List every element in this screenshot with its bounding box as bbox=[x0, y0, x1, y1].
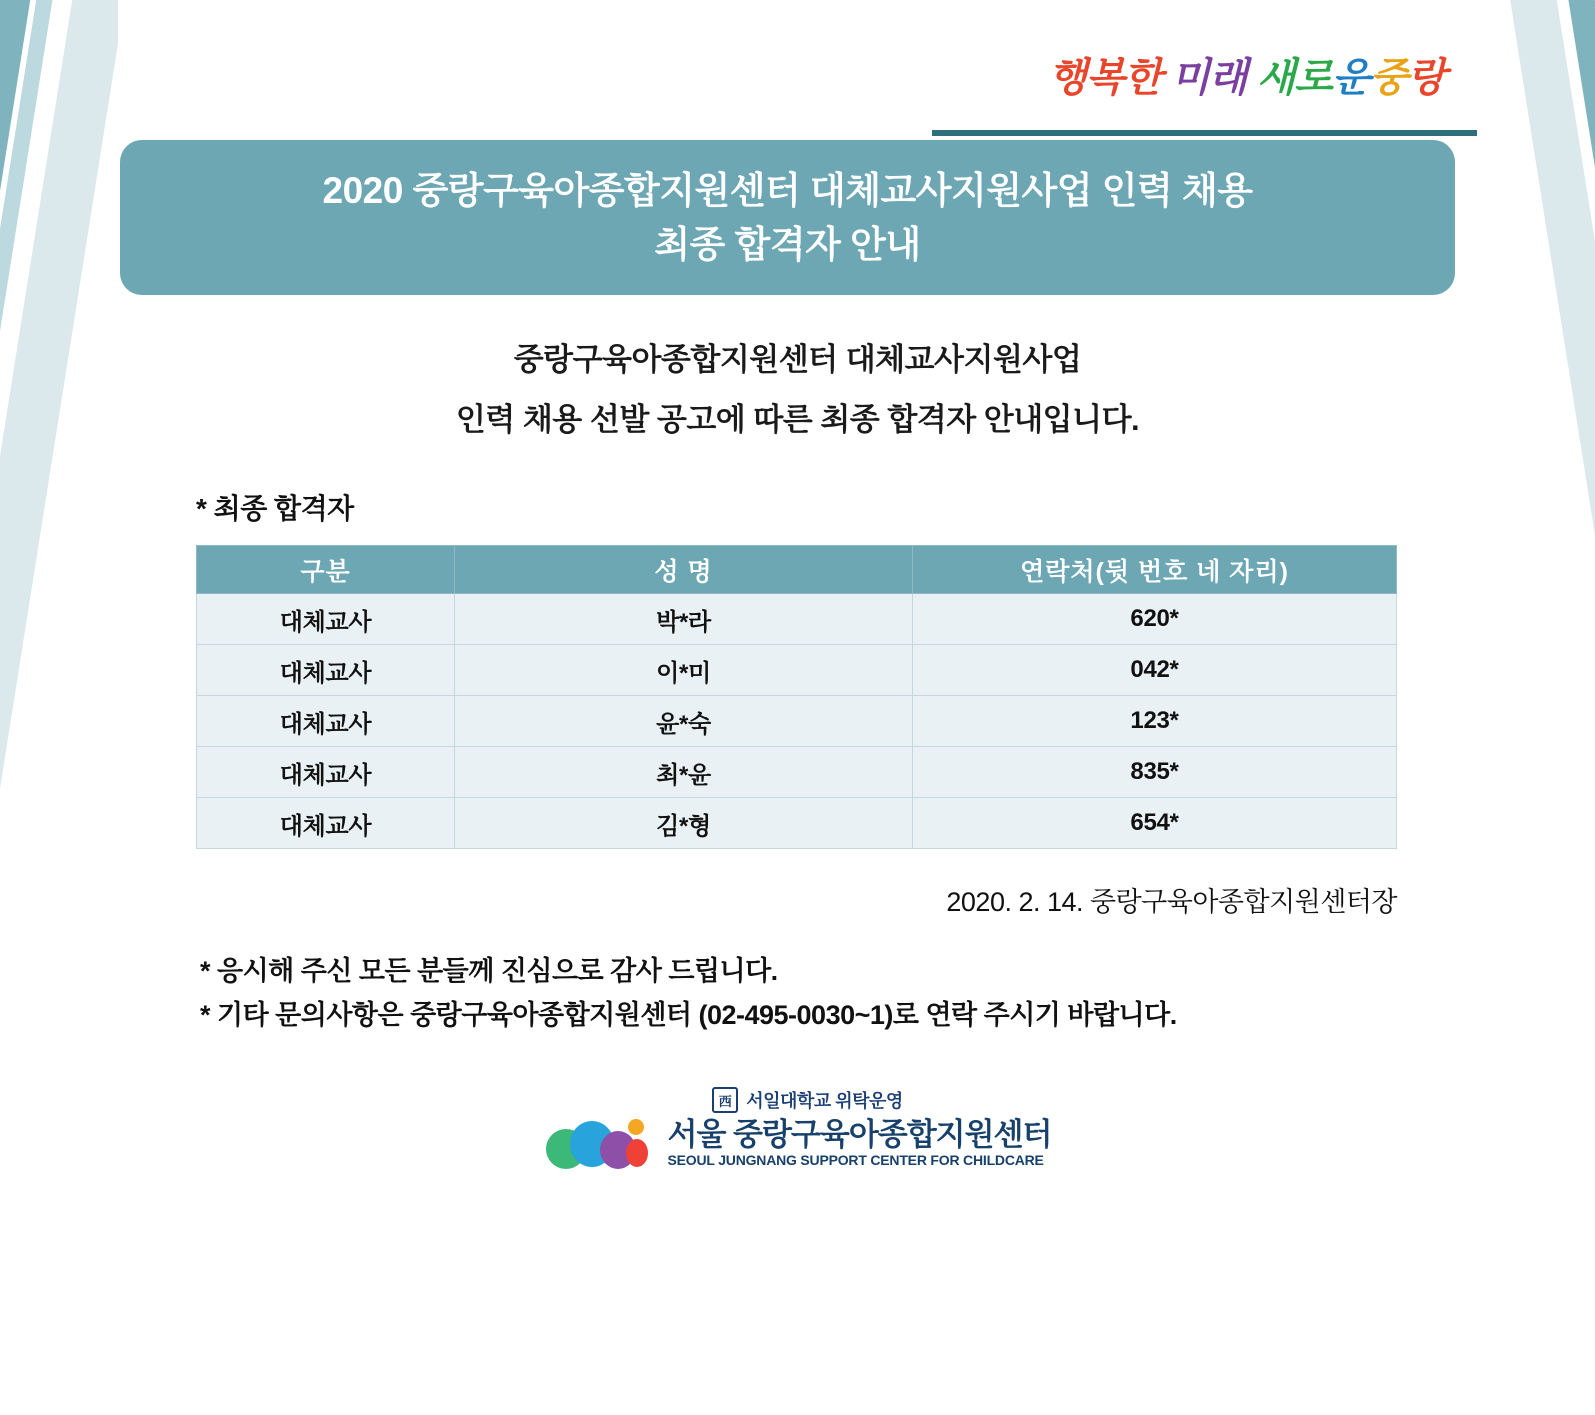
slogan-part-5: 중 bbox=[1369, 56, 1408, 100]
intro-paragraph bbox=[0, 330, 1595, 451]
table-row bbox=[197, 747, 1397, 798]
footer-center-names bbox=[668, 1118, 1052, 1168]
cell-contact: 042* bbox=[913, 645, 1397, 696]
cell-name: 윤*숙 bbox=[455, 696, 913, 747]
note-item: * 기타 문의사항은 중랑구육아종합지원센터 (02-495-0030~1)로 연락 주시기 바랍니다. bbox=[200, 999, 1177, 1030]
intro-line-2: 인력 채용 선발 공고에 따른 최종 합격자 안내입니다. bbox=[455, 402, 1140, 438]
note-item: * 응시해 주신 모든 분들께 진심으로 감사 드립니다. bbox=[200, 956, 778, 986]
cell-category: 대체교사 bbox=[197, 594, 455, 645]
page-title-line-1: 2020 중랑구육아종합지원센터 대체교사지원사업 인력 채용 bbox=[322, 169, 1253, 211]
cell-name: 최*윤 bbox=[455, 747, 913, 798]
footer-university-line bbox=[712, 1087, 903, 1113]
cell-name: 이*미 bbox=[455, 645, 913, 696]
footer-center-name-en: SEOUL JUNGNANG SUPPORT CENTER FOR CHILDCARE bbox=[667, 1151, 1044, 1168]
cell-category: 대체교사 bbox=[197, 798, 455, 849]
slogan-part-1: 행복한 bbox=[1048, 56, 1162, 100]
section-label-final-passers: * 최종 합격자 bbox=[196, 493, 354, 524]
page-title-line-2: 최종 합격자 안내 bbox=[654, 223, 921, 265]
footer-center-identity bbox=[544, 1115, 1052, 1171]
cell-name: 김*형 bbox=[455, 798, 913, 849]
title-banner bbox=[120, 140, 1455, 295]
cell-contact: 123* bbox=[913, 696, 1397, 747]
footer-center-name-kr: 서울 중랑구육아종합지원센터 bbox=[667, 1116, 1052, 1152]
cell-contact: 835* bbox=[913, 747, 1397, 798]
table-header-row bbox=[197, 546, 1397, 594]
slogan-part-2: 미래 bbox=[1171, 56, 1247, 100]
notes-section bbox=[200, 950, 1177, 1037]
cell-name: 박*라 bbox=[455, 594, 913, 645]
cell-category: 대체교사 bbox=[197, 645, 455, 696]
footer-university-text: 서일대학교 위탁운영 bbox=[746, 1091, 903, 1111]
cell-category: 대체교사 bbox=[197, 696, 455, 747]
cell-category: 대체교사 bbox=[197, 747, 455, 798]
decorative-ribbon-right-dark bbox=[1576, 0, 1595, 1415]
column-header-contact: 연락처(뒷 번호 네 자리) bbox=[913, 546, 1397, 594]
slogan-part-4: 운 bbox=[1332, 56, 1370, 100]
table-row bbox=[197, 798, 1397, 849]
center-logo-icon bbox=[544, 1115, 654, 1171]
decorative-ribbon-right-mid bbox=[1545, 0, 1595, 1395]
column-header-name: 성 명 bbox=[455, 546, 913, 594]
footer-logo-block bbox=[0, 1087, 1595, 1171]
table-row bbox=[197, 594, 1397, 645]
university-emblem-icon: 西 bbox=[712, 1087, 738, 1113]
district-slogan bbox=[1048, 46, 1445, 103]
table-row bbox=[197, 696, 1397, 747]
final-passers-table bbox=[196, 545, 1397, 849]
slogan-part-6: 랑 bbox=[1407, 56, 1445, 100]
issue-date-line: 2020. 2. 14. 중랑구육아종합지원센터장 bbox=[946, 887, 1397, 917]
slogan-part-3: 새로 bbox=[1256, 56, 1333, 100]
intro-line-1: 중랑구육아종합지원센터 대체교사지원사업 bbox=[513, 342, 1082, 377]
cell-contact: 654* bbox=[913, 798, 1397, 849]
table-row bbox=[197, 645, 1397, 696]
cell-contact: 620* bbox=[913, 594, 1397, 645]
slogan-underline bbox=[932, 130, 1477, 136]
column-header-category: 구분 bbox=[197, 546, 455, 594]
